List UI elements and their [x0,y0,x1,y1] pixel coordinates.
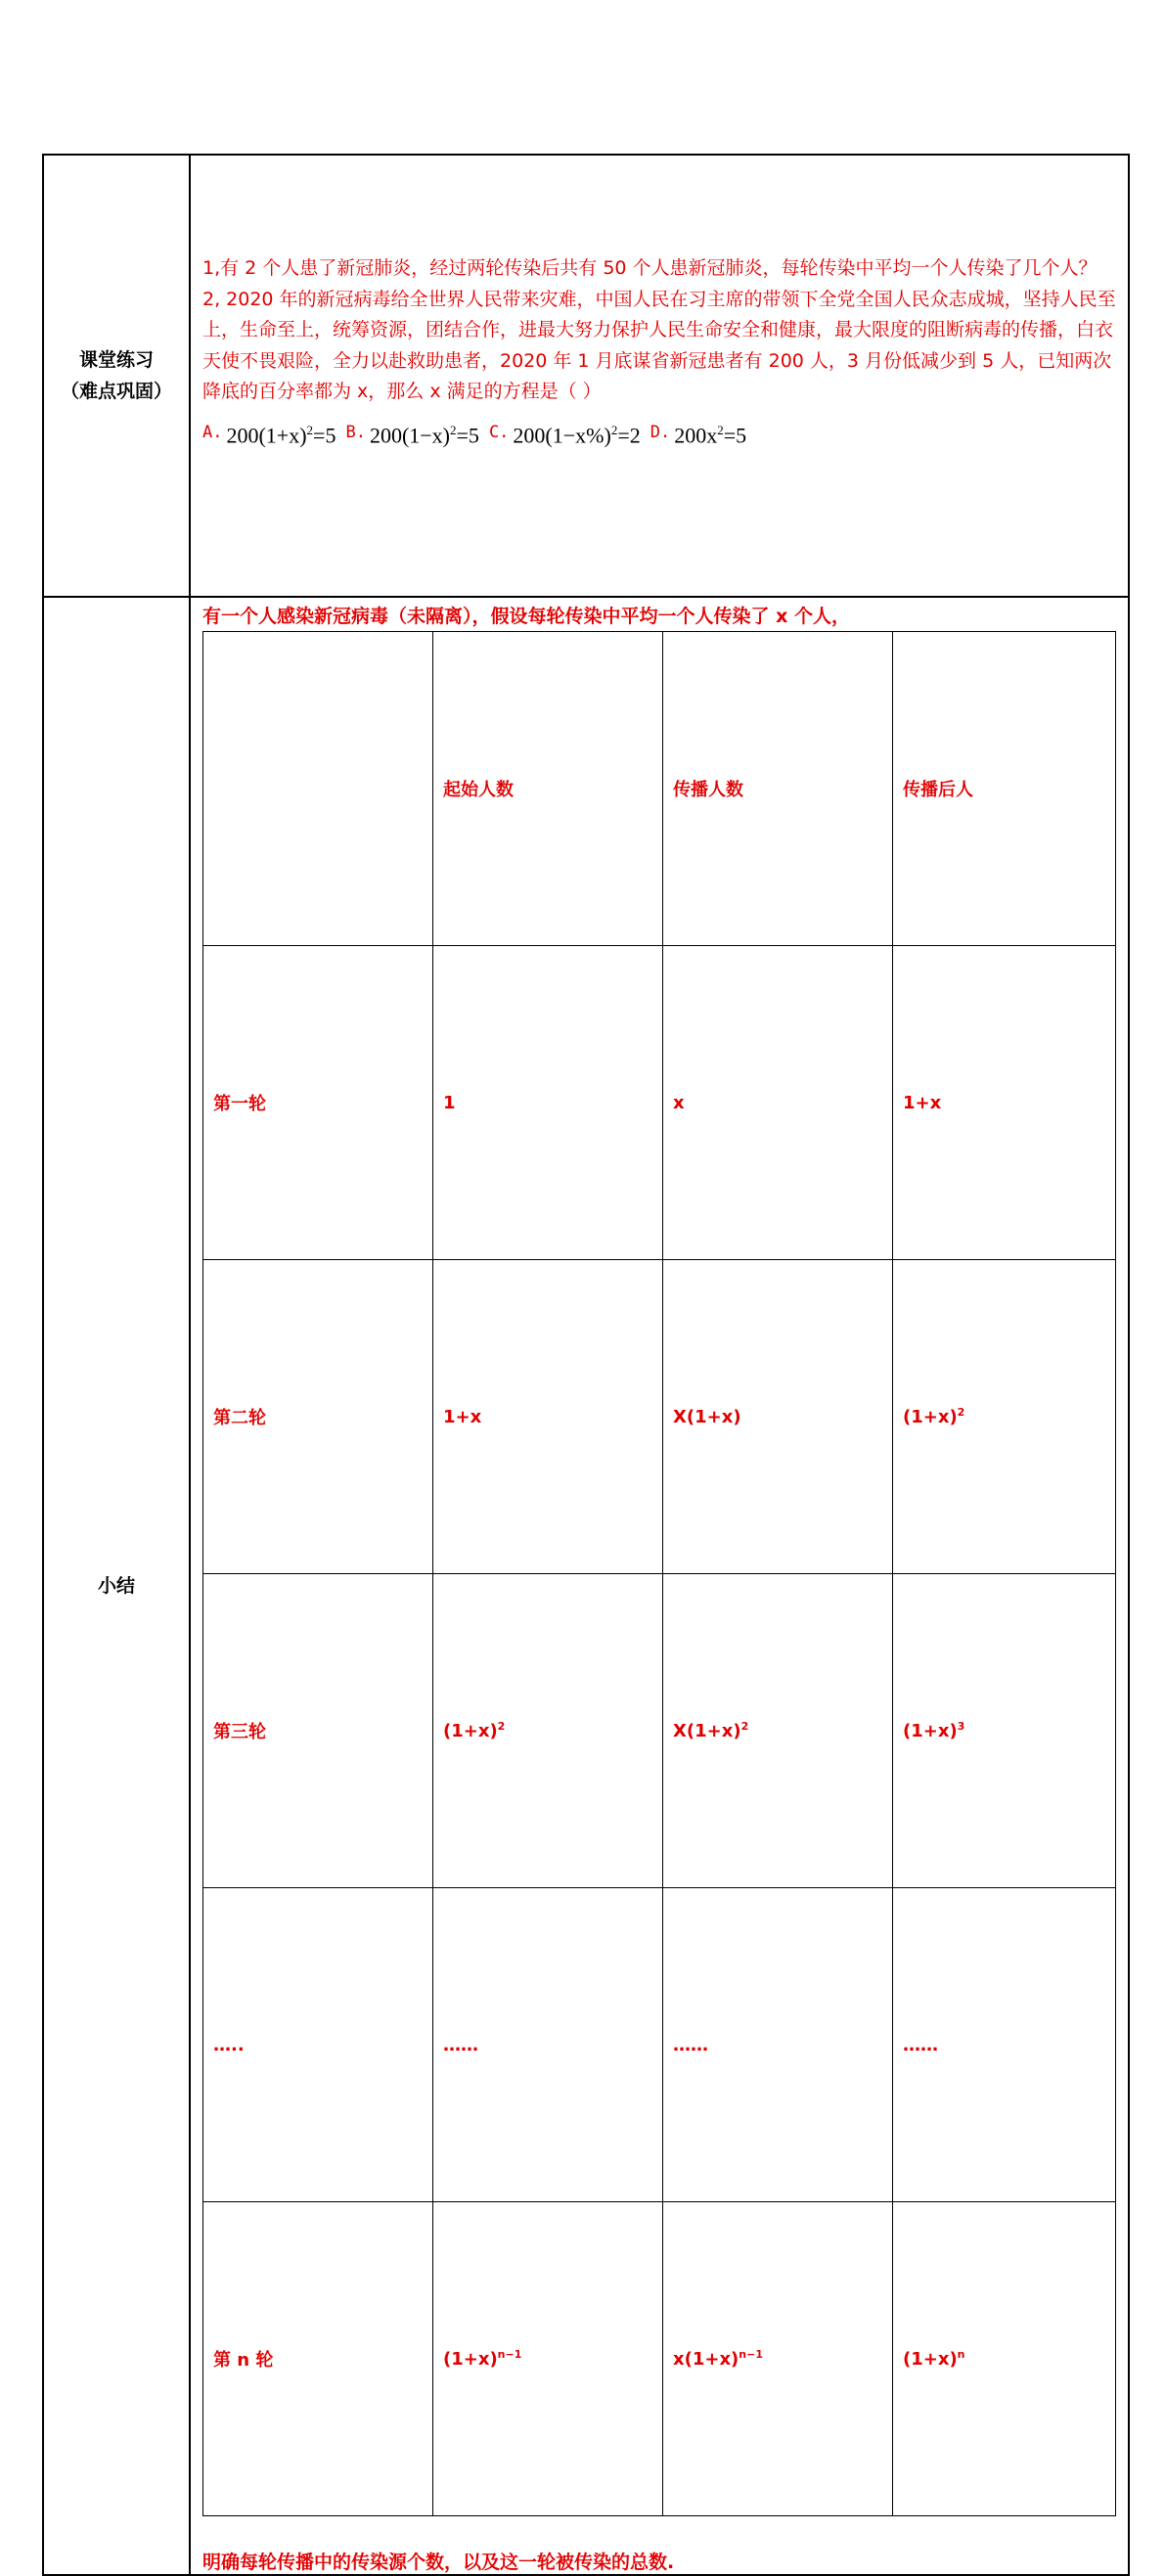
option-equation: $200x^2=5$ [674,423,747,448]
table-cell: 1+x [433,1260,663,1574]
table-cell: 1+x [893,946,1116,1260]
header-cell: 传播后人 [893,632,1116,946]
option-c [489,423,641,448]
option-equation: $200(1+x)^2=5$ [226,423,336,448]
header-cell [203,632,433,946]
table-cell: $(1+x)^{n-1}$ [433,2202,663,2516]
question-1: 1,有 2 个人患了新冠肺炎，经过两轮传染后共有 50 个人患新冠肺炎，每轮传染中平均一个人传染了几个人？ [202,257,1098,279]
table-row [203,1574,1116,1888]
header-cell: 起始人数 [433,632,663,946]
spread-table [202,631,1116,2516]
summary-note: 明确每轮传播中的传染源个数，以及这一轮被传染的总数. [202,2552,675,2573]
table-cell: …… [433,1888,663,2202]
table-cell: $(1+x)^3$ [893,1574,1116,1888]
option-d [650,423,746,448]
practice-label-cell [43,155,190,597]
table-cell: $(1+x)^2$ [433,1574,663,1888]
option-letter: D. [650,423,671,443]
table-row [203,1260,1116,1574]
table-cell: 第一轮 [203,946,433,1260]
lesson-table [42,154,1130,2576]
summary-label: 小结 [97,1575,135,1597]
table-cell: 第三轮 [203,1574,433,1888]
summary-label-cell [43,597,190,2575]
option-a [202,423,336,448]
table-cell: …… [893,1888,1116,2202]
header-cell: 传播人数 [663,632,893,946]
question-2: 2, 2020 年的新冠病毒给全世界人民带来灾难，中国人民在习主席的带领下全党全国人民众志成城，坚持人民至上，生命至上，统筹资源，团结合作，进最大努力保护人民生命安全和健康，最大限度的阻断病毒的传播，白衣天使不畏艰险，全力以赴救助患者，2020 年 1 月底谋省新冠患者有 200 人，3 月份低减少到 5 人，已知两次降底的百分率都为 x，那么 x 满足的方程是（ ） [202,288,1116,402]
summary-intro: 有一个人感染新冠病毒（未隔离），假设每轮传染中平均一个人传染了 x 个人， [202,606,850,627]
summary-content [190,597,1129,2575]
option-b [345,423,478,448]
table-cell: $x(1+x)^{n-1}$ [663,2202,893,2516]
table-cell: 1 [433,946,663,1260]
table-cell: ….. [203,1888,433,2202]
option-letter: B. [345,423,366,443]
practice-label: 课堂练习 [78,349,154,371]
option-letter: A. [202,423,223,443]
table-row [203,1888,1116,2202]
table-cell: 第二轮 [203,1260,433,1574]
option-equation: $200(1-x\%)^2=2$ [513,423,641,448]
table-cell: 第 n 轮 [203,2202,433,2516]
answer-options [202,412,1118,449]
table-cell: …… [663,1888,893,2202]
table-cell: $X(1+x)^2$ [663,1574,893,1888]
table-row [203,2202,1116,2516]
table-cell: $(1+x)^n$ [893,2202,1116,2516]
practice-content [190,155,1129,597]
table-cell: X(1+x) [663,1260,893,1574]
practice-sublabel: （难点巩固） [60,381,172,402]
option-letter: C. [488,423,510,443]
table-row [203,946,1116,1260]
option-equation: $200(1-x)^2=5$ [369,423,479,448]
table-header-row [203,632,1116,946]
table-cell: $(1+x)^2$ [893,1260,1116,1574]
table-cell: x [663,946,893,1260]
